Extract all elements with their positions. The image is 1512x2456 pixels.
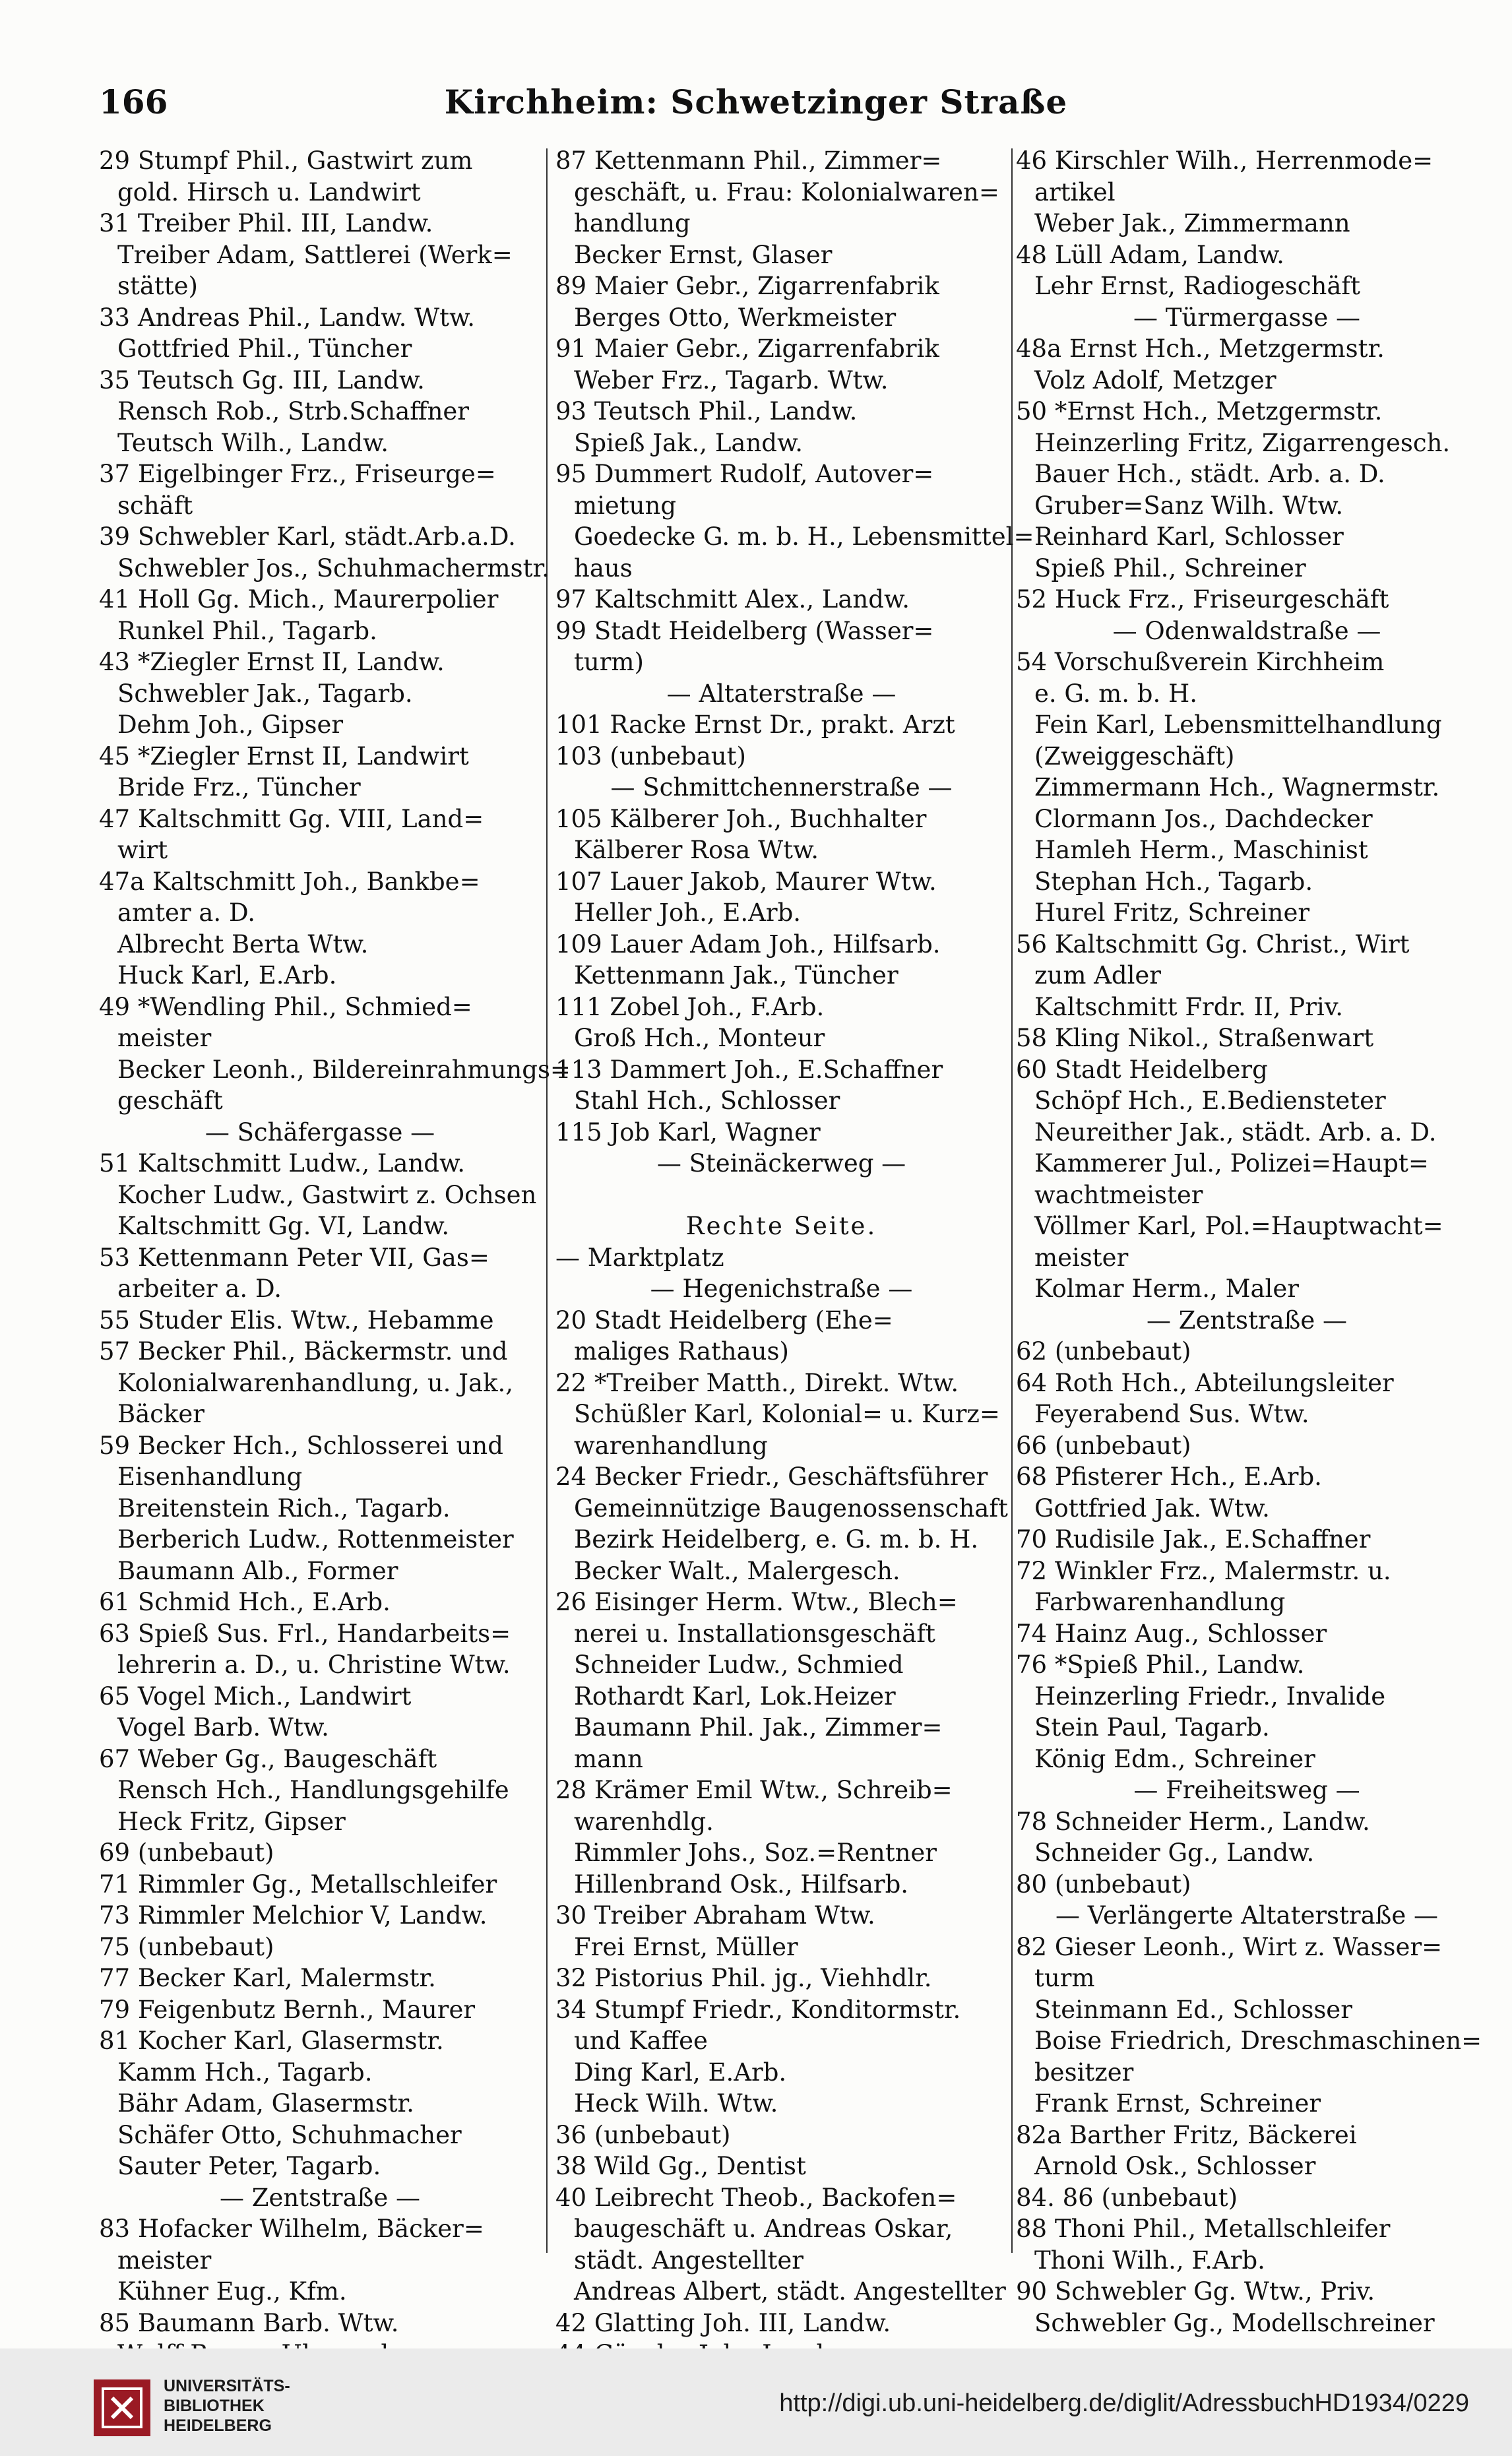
entry-line: 63 Spieß Sus. Frl., Handarbeits=	[99, 1619, 511, 1648]
entry-continuation: Baumann Phil. Jak., Zimmer=	[574, 1713, 943, 1742]
street-heading: — Freiheitsweg —	[1133, 1776, 1360, 1804]
entry-continuation: Stephan Hch., Tagarb.	[1034, 867, 1313, 896]
entry-continuation: turm)	[574, 648, 644, 676]
entry-continuation: Frei Ernst, Müller	[574, 1932, 798, 1961]
entry-continuation: Bauer Hch., städt. Arb. a. D.	[1034, 460, 1385, 488]
entry-continuation: Schneider Ludw., Schmied	[574, 1651, 904, 1679]
entry-line: 85 Baumann Barb. Wtw.	[99, 2308, 399, 2337]
entry-continuation: schäft	[117, 491, 193, 520]
entry-line: 61 Schmid Hch., E.Arb.	[99, 1588, 391, 1616]
street-heading: — Hegenichstraße —	[650, 1275, 913, 1303]
entry-continuation: Teutsch Wilh., Landw.	[117, 428, 389, 457]
entry-continuation: städt. Angestellter	[574, 2246, 803, 2275]
street-heading: — Verlängerte Altaterstraße —	[1055, 1901, 1439, 1930]
entry-line: 65 Vogel Mich., Landwirt	[99, 1682, 412, 1711]
entry-continuation: warenhdlg.	[574, 1807, 714, 1836]
entry-continuation: Neureither Jak., städt. Arb. a. D.	[1034, 1118, 1437, 1147]
entry-continuation: Heck Wilh. Wtw.	[574, 2089, 778, 2118]
entry-line: 62 (unbebaut)	[1016, 1337, 1191, 1366]
entry-line: 78 Schneider Herm., Landw.	[1016, 1807, 1370, 1836]
entry-line: 69 (unbebaut)	[99, 1839, 274, 1867]
entry-continuation: Lehr Ernst, Radiogeschäft	[1034, 272, 1360, 300]
entry-continuation: Schüßler Karl, Kolonial= u. Kurz=	[574, 1400, 1000, 1428]
entry-continuation: Gottfried Jak. Wtw.	[1034, 1494, 1270, 1523]
entry-continuation: Heinzerling Fritz, Zigarrengesch.	[1034, 428, 1451, 457]
entry-line: 83 Hofacker Wilhelm, Bäcker=	[99, 2215, 484, 2243]
entry-continuation: und Kaffee	[574, 2027, 708, 2055]
entry-continuation: wachtmeister	[1034, 1180, 1203, 1209]
entry-line: 22 *Treiber Matth., Direkt. Wtw.	[555, 1368, 959, 1397]
entry-line: 88 Thoni Phil., Metallschleifer	[1016, 2215, 1391, 2243]
entry-line: 67 Weber Gg., Baugeschäft	[99, 1744, 437, 1773]
entry-continuation: meister	[1034, 1243, 1129, 1272]
entry-line: 81 Kocher Karl, Glasermstr.	[99, 2027, 444, 2055]
entry-continuation: Becker Ernst, Glaser	[574, 240, 833, 269]
entry-line: 95 Dummert Rudolf, Autover=	[555, 460, 934, 488]
entry-continuation: Volz Adolf, Metzger	[1034, 365, 1276, 394]
entry-line: 101 Racke Ernst Dr., prakt. Arzt	[555, 710, 955, 739]
entry-line: 56 Kaltschmitt Gg. Christ., Wirt	[1016, 929, 1410, 959]
entry-line: 105 Kälberer Joh., Buchhalter	[555, 804, 927, 833]
entry-continuation: maliges Rathaus)	[574, 1337, 789, 1366]
entry-line: 74 Hainz Aug., Schlosser	[1016, 1619, 1327, 1648]
column-rule	[1011, 148, 1013, 2253]
entry-continuation: Becker Leonh., Bildereinrahmungs=	[117, 1055, 571, 1084]
entry-continuation: baugeschäft u. Andreas Oskar,	[574, 2215, 953, 2243]
entry-continuation: wirt	[117, 836, 168, 864]
entry-continuation: Sauter Peter, Tagarb.	[117, 2152, 381, 2180]
entry-line: 107 Lauer Jakob, Maurer Wtw.	[555, 867, 937, 896]
page-header	[0, 82, 1512, 135]
entry-line: 45 *Ziegler Ernst II, Landwirt	[99, 741, 469, 771]
entry-continuation: Eisenhandlung	[117, 1463, 303, 1491]
entry-line: — Marktplatz	[555, 1243, 724, 1272]
entry-continuation: Feyerabend Sus. Wtw.	[1034, 1400, 1309, 1428]
entry-continuation: Andreas Albert, städt. Angestellter	[574, 2277, 1006, 2306]
entry-line: 42 Glatting Joh. III, Landw.	[555, 2308, 891, 2337]
street-heading: — Türmergasse —	[1133, 303, 1360, 332]
entry-continuation: lehrerin a. D., u. Christine Wtw.	[117, 1651, 511, 1679]
entry-line: 36 (unbebaut)	[555, 2120, 731, 2149]
entry-continuation: Thoni Wilh., F.Arb.	[1034, 2246, 1265, 2275]
entry-continuation: nerei u. Installationsgeschäft	[574, 1619, 935, 1648]
entry-line: 28 Krämer Emil Wtw., Schreib=	[555, 1776, 953, 1804]
column-right	[1016, 145, 1482, 2339]
entry-continuation: Vogel Barb. Wtw.	[117, 1713, 329, 1742]
entry-continuation: Kammerer Jul., Polizei=Haupt=	[1034, 1149, 1429, 1178]
entry-continuation: Weber Jak., Zimmermann	[1034, 209, 1350, 237]
entry-line: 59 Becker Hch., Schlosserei und	[99, 1431, 503, 1460]
column-middle	[555, 145, 1034, 2370]
entry-line: 82 Gieser Leonh., Wirt z. Wasser=	[1016, 1932, 1443, 1961]
entry-continuation: Kolmar Herm., Maler	[1034, 1275, 1299, 1303]
university-seal-icon	[92, 2378, 152, 2438]
entry-continuation: Bride Frz., Tüncher	[117, 773, 361, 802]
entry-continuation: Kocher Ludw., Gastwirt z. Ochsen	[117, 1180, 537, 1209]
entry-continuation: Bähr Adam, Glasermstr.	[117, 2089, 414, 2118]
column-left	[99, 145, 571, 2370]
entry-continuation: Spieß Jak., Landw.	[574, 428, 803, 457]
entry-line: 84. 86 (unbebaut)	[1016, 2183, 1238, 2212]
entry-continuation: Gemeinnützige Baugenossenschaft	[574, 1494, 1008, 1523]
entry-line: 33 Andreas Phil., Landw. Wtw.	[99, 303, 476, 332]
street-heading: — Odenwaldstraße —	[1112, 616, 1381, 645]
entry-continuation: Zimmermann Hch., Wagnermstr.	[1034, 773, 1440, 802]
entry-continuation: Boise Friedrich, Dreschmaschinen=	[1034, 2027, 1482, 2055]
entry-line: 93 Teutsch Phil., Landw.	[555, 397, 858, 425]
entry-continuation: Stahl Hch., Schlosser	[574, 1086, 840, 1115]
entry-line: 37 Eigelbinger Frz., Friseurge=	[99, 460, 496, 488]
entry-continuation: turm	[1034, 1964, 1095, 1992]
entry-continuation: geschäft, u. Frau: Kolonialwaren=	[574, 177, 999, 206]
entry-continuation: Spieß Phil., Schreiner	[1034, 553, 1306, 583]
section-heading: Rechte Seite.	[685, 1212, 877, 1240]
entry-continuation: meister	[117, 1024, 212, 1052]
entry-continuation: Goedecke G. m. b. H., Lebensmittel=	[574, 522, 1034, 551]
entry-line: 115 Job Karl, Wagner	[555, 1118, 821, 1147]
entry-line: 97 Kaltschmitt Alex., Landw.	[555, 585, 910, 614]
entry-line: 40 Leibrecht Theob., Backofen=	[555, 2183, 957, 2212]
entry-continuation: Schneider Gg., Landw.	[1034, 1839, 1315, 1867]
entry-continuation: Gottfried Phil., Tüncher	[117, 334, 412, 363]
entry-continuation: Heck Fritz, Gipser	[117, 1807, 346, 1836]
entry-line	[555, 1180, 1007, 1211]
entry-line: 53 Kettenmann Peter VII, Gas=	[99, 1243, 489, 1272]
entry-continuation: besitzer	[1034, 2058, 1134, 2087]
entry-line: 73 Rimmler Melchior V, Landw.	[99, 1901, 488, 1930]
entry-line: 29 Stumpf Phil., Gastwirt zum	[99, 146, 473, 175]
entry-line: 58 Kling Nikol., Straßenwart	[1016, 1024, 1374, 1052]
entry-line: 109 Lauer Adam Joh., Hilfsarb.	[555, 929, 941, 959]
institution-name	[164, 2376, 290, 2436]
entry-line: 31 Treiber Phil. III, Landw.	[99, 209, 433, 237]
entry-continuation: Kamm Hch., Tagarb.	[117, 2058, 373, 2087]
entry-continuation: gold. Hirsch u. Landwirt	[117, 177, 421, 206]
entry-line: 80 (unbebaut)	[1016, 1870, 1191, 1899]
entry-continuation: Gruber=Sanz Wilh. Wtw.	[1034, 491, 1344, 520]
column-rule	[546, 148, 548, 2253]
entry-line: 89 Maier Gebr., Zigarrenfabrik	[555, 272, 939, 300]
entry-continuation: König Edm., Schreiner	[1034, 1744, 1315, 1773]
entry-continuation: Becker Walt., Malergesch.	[574, 1556, 900, 1585]
entry-line: 68 Pfisterer Hch., E.Arb.	[1016, 1463, 1322, 1491]
page-number: 166	[99, 82, 168, 121]
entry-continuation: Kaltschmitt Frdr. II, Priv.	[1034, 992, 1343, 1021]
entry-line: 43 *Ziegler Ernst II, Landw.	[99, 648, 445, 676]
entry-continuation: Hamleh Herm., Maschinist	[1034, 836, 1368, 864]
entry-continuation: Kälberer Rosa Wtw.	[574, 836, 819, 864]
entry-line: 77 Becker Karl, Malermstr.	[99, 1964, 436, 1992]
entry-continuation: Reinhard Karl, Schlosser	[1034, 522, 1344, 551]
entry-line: 55 Studer Elis. Wtw., Hebamme	[99, 1306, 494, 1335]
entry-line: 82a Barther Fritz, Bäckerei	[1016, 2120, 1357, 2149]
entry-continuation: Schwebler Gg., Modellschreiner	[1034, 2308, 1435, 2337]
entry-continuation: Hurel Fritz, Schreiner	[1034, 898, 1310, 927]
entry-continuation: Schäfer Otto, Schuhmacher	[117, 2120, 462, 2149]
entry-continuation: (Zweiggeschäft)	[1034, 741, 1235, 771]
entry-continuation: artikel	[1034, 177, 1116, 206]
entry-continuation: meister	[117, 2246, 212, 2275]
entry-line: 111 Zobel Joh., F.Arb.	[555, 992, 825, 1021]
entry-continuation: Schwebler Jak., Tagarb.	[117, 679, 413, 708]
entry-line: 48a Ernst Hch., Metzgermstr.	[1016, 334, 1385, 363]
street-heading: — Schmittchennerstraße —	[610, 773, 953, 802]
entry-continuation: Treiber Adam, Sattlerei (Werk=	[117, 240, 513, 269]
institution-line: BIBLIOTHEK	[164, 2397, 265, 2415]
entry-continuation: Schöpf Hch., E.Bediensteter	[1034, 1086, 1386, 1115]
entry-continuation: Kolonialwarenhandlung, u. Jak.,	[117, 1368, 514, 1397]
entry-line: 47a Kaltschmitt Joh., Bankbe=	[99, 867, 480, 896]
entry-line: 41 Holl Gg. Mich., Maurerpolier	[99, 585, 499, 614]
entry-continuation: Breitenstein Rich., Tagarb.	[117, 1494, 451, 1523]
entry-line: 26 Eisinger Herm. Wtw., Blech=	[555, 1588, 958, 1616]
entry-continuation: warenhandlung	[574, 1431, 768, 1460]
entry-continuation: Kettenmann Jak., Tüncher	[574, 961, 898, 990]
entry-continuation: Berberich Ludw., Rottenmeister	[117, 1525, 514, 1554]
entry-continuation: Heller Joh., E.Arb.	[574, 898, 802, 927]
entry-line: 52 Huck Frz., Friseurgeschäft	[1016, 585, 1389, 614]
entry-line: 46 Kirschler Wilh., Herrenmode=	[1016, 146, 1433, 175]
entry-line: 76 *Spieß Phil., Landw.	[1016, 1651, 1305, 1679]
entry-line: 32 Pistorius Phil. jg., Viehhdlr.	[555, 1964, 932, 1992]
entry-line: 64 Roth Hch., Abteilungsleiter	[1016, 1368, 1394, 1397]
entry-continuation: geschäft	[117, 1086, 223, 1115]
institution-line: HEIDELBERG	[164, 2416, 272, 2435]
entry-continuation: e. G. m. b. H.	[1034, 679, 1198, 708]
entry-continuation: Farbwarenhandlung	[1034, 1588, 1286, 1616]
entry-line: 34 Stumpf Friedr., Konditormstr.	[555, 1995, 961, 2024]
entry-continuation: mann	[574, 1744, 643, 1773]
entry-continuation: Berges Otto, Werkmeister	[574, 303, 897, 332]
entry-continuation: Steinmann Ed., Schlosser	[1034, 1995, 1352, 2024]
entry-line: 60 Stadt Heidelberg	[1016, 1055, 1268, 1084]
entry-line: 49 *Wendling Phil., Schmied=	[99, 992, 472, 1021]
entry-line: 90 Schwebler Gg. Wtw., Priv.	[1016, 2277, 1375, 2306]
footer-bar	[0, 2348, 1512, 2456]
entry-line: 70 Rudisile Jak., E.Schaffner	[1016, 1525, 1371, 1554]
entry-continuation: amter a. D.	[117, 898, 256, 927]
entry-line: 103 (unbebaut)	[555, 741, 746, 771]
entry-continuation: Bäcker	[117, 1400, 205, 1428]
entry-continuation: Rensch Rob., Strb.Schaffner	[117, 397, 469, 425]
entry-continuation: mietung	[574, 491, 677, 520]
street-heading: — Schäfergasse —	[205, 1118, 435, 1147]
entry-continuation: Völlmer Karl, Pol.=Hauptwacht=	[1034, 1212, 1443, 1240]
street-heading: — Steinäckerweg —	[656, 1149, 906, 1178]
entry-line: 48 Lüll Adam, Landw.	[1016, 240, 1284, 269]
running-title: Kirchheim: Schwetzinger Straße	[444, 82, 1068, 121]
entry-continuation: Frank Ernst, Schreiner	[1034, 2089, 1321, 2118]
entry-continuation: stätte)	[117, 272, 198, 300]
entry-continuation: Groß Hch., Monteur	[574, 1024, 825, 1052]
entry-line: 66 (unbebaut)	[1016, 1431, 1191, 1460]
entry-line: 71 Rimmler Gg., Metallschleifer	[99, 1870, 497, 1899]
entry-continuation: Heinzerling Friedr., Invalide	[1034, 1682, 1386, 1711]
street-heading: — Zentstraße —	[1146, 1306, 1348, 1335]
entry-line: 72 Winkler Frz., Malermstr. u.	[1016, 1556, 1391, 1585]
entry-line: 75 (unbebaut)	[99, 1932, 274, 1961]
entry-continuation: Baumann Alb., Former	[117, 1556, 398, 1585]
entry-continuation: Ding Karl, E.Arb.	[574, 2058, 787, 2087]
entry-continuation: arbeiter a. D.	[117, 1275, 282, 1303]
entry-continuation: Hillenbrand Osk., Hilfsarb.	[574, 1870, 909, 1899]
entry-line: 54 Vorschußverein Kirchheim	[1016, 648, 1385, 676]
entry-continuation: Stein Paul, Tagarb.	[1034, 1713, 1270, 1742]
entry-continuation: Arnold Osk., Schlosser	[1034, 2152, 1316, 2180]
entry-continuation: Bezirk Heidelberg, e. G. m. b. H.	[574, 1525, 979, 1554]
entry-line: 39 Schwebler Karl, städt.Arb.a.D.	[99, 522, 516, 551]
entry-continuation: handlung	[574, 209, 691, 237]
street-heading: — Zentstraße —	[219, 2183, 421, 2212]
entry-continuation: Clormann Jos., Dachdecker	[1034, 804, 1373, 833]
entry-line: 50 *Ernst Hch., Metzgermstr.	[1016, 397, 1383, 425]
entry-line: 99 Stadt Heidelberg (Wasser=	[555, 616, 934, 645]
entry-line: 57 Becker Phil., Bäckermstr. und	[99, 1337, 508, 1366]
entry-line: 87 Kettenmann Phil., Zimmer=	[555, 146, 942, 175]
entry-continuation: Kühner Eug., Kfm.	[117, 2277, 347, 2306]
entry-continuation: Rimmler Johs., Soz.=Rentner	[574, 1839, 937, 1867]
entry-line: 24 Becker Friedr., Geschäftsführer	[555, 1463, 988, 1491]
street-heading: — Altaterstraße —	[666, 679, 897, 708]
entry-line: 79 Feigenbutz Bernh., Maurer	[99, 1995, 476, 2024]
entry-line: 30 Treiber Abraham Wtw.	[555, 1901, 875, 1930]
entry-line: 35 Teutsch Gg. III, Landw.	[99, 365, 425, 394]
institution-line: UNIVERSITÄTS-	[164, 2377, 290, 2395]
entry-line: 51 Kaltschmitt Ludw., Landw.	[99, 1149, 466, 1178]
entry-continuation: Weber Frz., Tagarb. Wtw.	[574, 365, 889, 394]
entry-continuation: Kaltschmitt Gg. VI, Landw.	[117, 1212, 450, 1240]
entry-continuation: Rensch Hch., Handlungsgehilfe	[117, 1776, 509, 1804]
entry-line: 113 Dammert Joh., E.Schaffner	[555, 1055, 943, 1084]
entry-continuation: Albrecht Berta Wtw.	[117, 929, 369, 959]
entry-continuation: Dehm Joh., Gipser	[117, 710, 344, 739]
entry-continuation: Fein Karl, Lebensmittelhandlung	[1034, 710, 1442, 739]
entry-continuation: Runkel Phil., Tagarb.	[117, 616, 377, 645]
entry-continuation: haus	[574, 553, 633, 583]
entry-line: 20 Stadt Heidelberg (Ehe=	[555, 1306, 893, 1335]
entry-line: 47 Kaltschmitt Gg. VIII, Land=	[99, 804, 484, 833]
entry-line: 91 Maier Gebr., Zigarrenfabrik	[555, 334, 939, 363]
entry-continuation: Schwebler Jos., Schuhmachermstr.	[117, 553, 550, 583]
entry-continuation: Huck Karl, E.Arb.	[117, 961, 337, 990]
entry-line: 38 Wild Gg., Dentist	[555, 2152, 806, 2180]
entry-continuation: zum Adler	[1034, 961, 1161, 990]
source-url[interactable]: http://digi.ub.uni-heidelberg.de/diglit/AdressbuchHD1934/0229	[779, 2389, 1469, 2417]
entry-continuation: Rothardt Karl, Lok.Heizer	[574, 1682, 896, 1711]
